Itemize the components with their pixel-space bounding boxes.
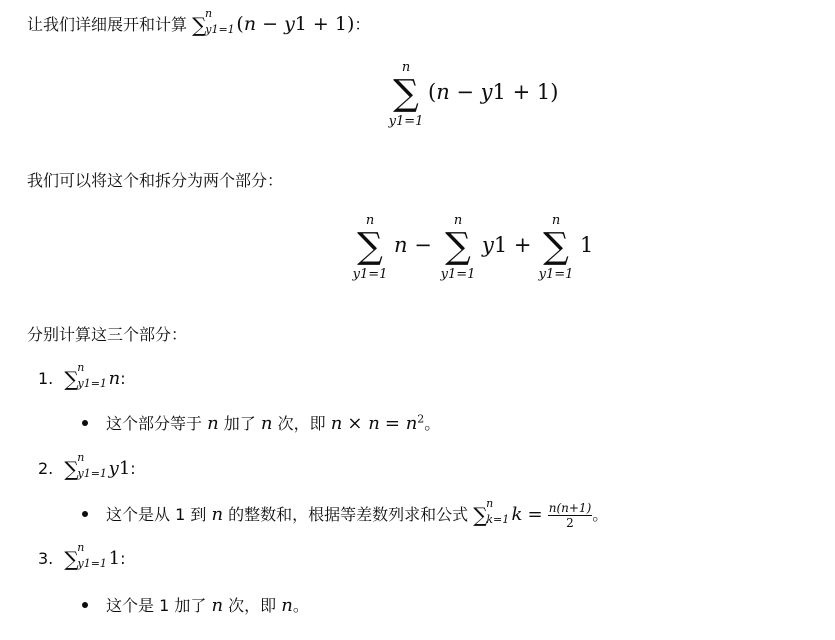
bullet-3: 这个是 1 加了 n 次，即 n。	[82, 593, 309, 616]
intro-text: 让我们详细展开和计算	[27, 15, 188, 34]
intro-line: 让我们详细展开和计算 ∑ n y1=1 (n − y1 + 1)：	[27, 7, 371, 37]
bullet-2: 这个是从 1 到 n 的整数和，根据等差数列求和公式 ∑ n k=1 k = $\frac{n(n+1)}{2}$ 。	[82, 502, 608, 529]
inline-sum: ∑ n y1=1	[192, 7, 235, 37]
big-sum-1: n ∑ y1=1	[388, 60, 424, 129]
fraction: $\frac{n(n+1)}{2}$	[548, 501, 592, 530]
list-item-3: 3. ∑ n y1=1 1:	[38, 541, 126, 571]
list-item-2: 2. ∑ n y1=1 y1:	[38, 451, 136, 481]
bullet-1: 这个部分等于 n 加了 n 次，即 $n \times n = n^2$。	[82, 411, 440, 434]
split-line: 我们可以将这个和拆分为两个部分：	[27, 171, 284, 190]
calc-each-line: 分别计算这三个部分：	[27, 325, 188, 344]
list-item-1: 1. ∑ n y1=1 n:	[38, 361, 126, 391]
